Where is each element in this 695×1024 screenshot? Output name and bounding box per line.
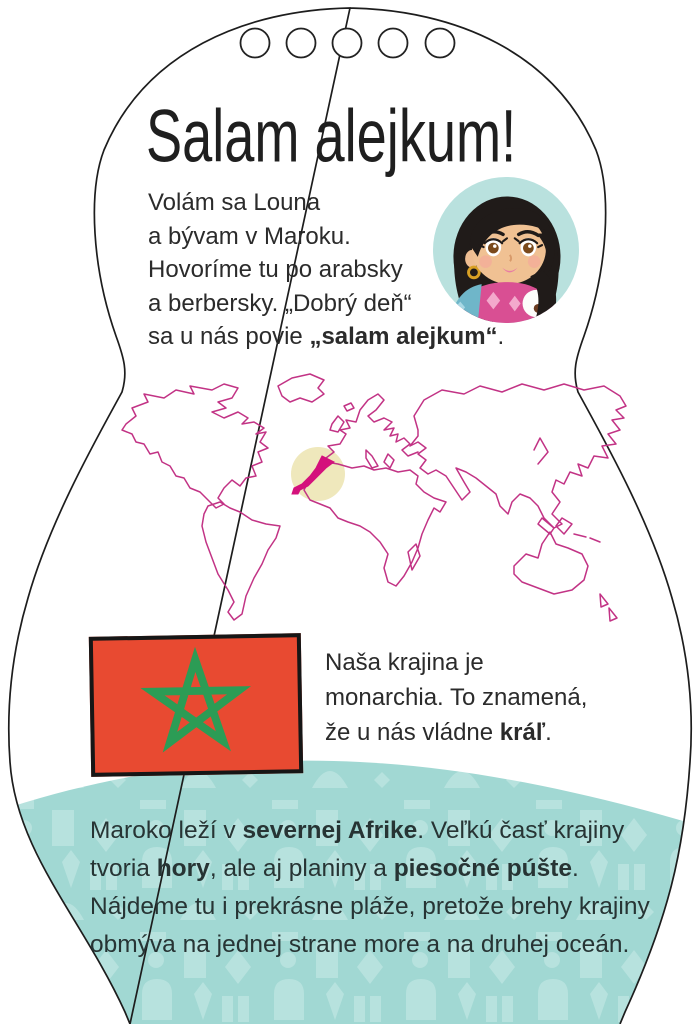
morocco-flag — [89, 633, 303, 777]
text-line: že u nás vládne kráľ. — [325, 719, 552, 746]
text-line: monarchia. To znamená, — [325, 684, 588, 711]
binding-hole — [426, 29, 455, 58]
pentagram-star-icon — [135, 644, 257, 766]
map-japan — [534, 438, 548, 464]
intro-paragraph — [148, 186, 505, 354]
map-greece — [384, 454, 394, 468]
blush-left — [479, 255, 492, 268]
map-iceland — [344, 403, 354, 411]
binding-holes — [241, 29, 455, 58]
text-line: Maroko leží v severnej Afrike. Veľkú časť krajiny — [90, 817, 625, 844]
map-europe — [326, 394, 418, 458]
page-title: Salam alejkum! — [146, 95, 517, 179]
blush-right — [528, 255, 541, 268]
text-line: obmýva na jednej strane more a na druhej oceán. — [90, 931, 630, 958]
text-line: a bývam v Maroku. — [148, 222, 351, 250]
map-north-america — [122, 384, 268, 508]
binding-hole — [287, 29, 316, 58]
map-italy — [366, 450, 378, 468]
text-line: Volám sa Louna — [148, 189, 321, 216]
map-indonesia — [538, 518, 600, 542]
binding-hole — [333, 29, 362, 58]
monarchy-paragraph — [325, 645, 625, 750]
map-australia — [514, 532, 588, 594]
text-line: a berbersky. „Dobrý deň“ — [148, 289, 412, 317]
text-line: Hovoríme tu po arabsky — [148, 256, 403, 283]
iris-left — [488, 243, 499, 254]
map-greenland — [278, 374, 324, 402]
map-asia — [410, 384, 626, 528]
text-line: Nájdeme tu i prekrásne pláže, pretože brehy krajiny — [90, 893, 650, 920]
binding-hole — [241, 29, 270, 58]
footer-paragraph — [90, 812, 650, 964]
text-line: Naša krajina je — [325, 649, 484, 676]
text-line: tvoria hory, ale aj planiny a piesočné púšte. — [90, 855, 579, 882]
iris-right — [523, 243, 534, 254]
text-line: sa u nás povie „salam alejkum“. — [148, 323, 505, 350]
map-south-america — [202, 502, 280, 620]
map-new-zealand — [600, 594, 617, 621]
binding-hole — [379, 29, 408, 58]
world-map — [112, 372, 642, 627]
